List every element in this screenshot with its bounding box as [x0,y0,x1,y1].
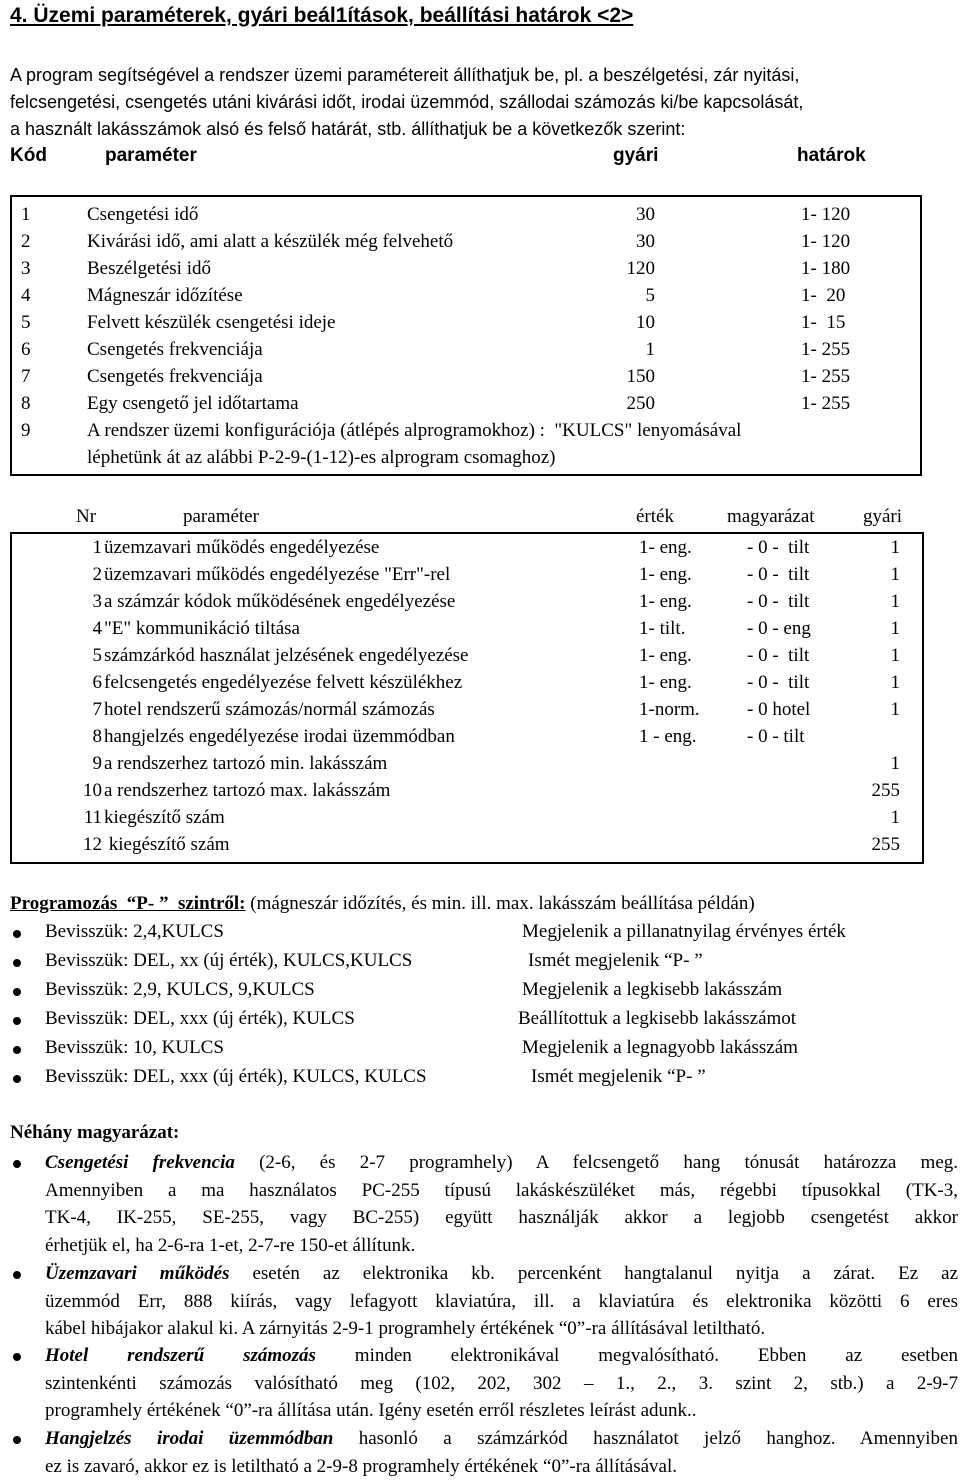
explanation-item [45,1149,958,1259]
text-line: üzemmód Err, 888 kiírás, vagy lefagyott klaviatúra, ill. a klaviatúra és elektronika közötti 6 eres [45,1288,958,1316]
row-limits: 1- 255 [801,366,850,388]
term: Üzemzavari működés [45,1263,229,1284]
table-row [12,258,920,285]
text-line: esetén az elektronika kb. percenként hangtalanul nyitja a zárat. Ez az [229,1263,958,1284]
step-result: Ismét megjelenik “P- ” [531,1066,706,1088]
table-row [12,699,922,726]
list-item [0,950,960,979]
bullet-icon [10,982,24,996]
table-row [12,564,922,591]
page-title: 4. Üzemi paraméterek, gyári beál1ítások, beállítási határok <2> [10,4,633,28]
row-default: 10 [636,312,655,334]
row-default: 1 [891,645,901,667]
intro-line: a használt lakásszámok alsó és felső határát, stb. állíthatjuk be a következők szerint: [10,116,958,143]
text-line: szintenkénti számozás valósítható meg (102, 202, 302 – 1., 2., 3. szint 2, stb.) a 2-9-7 [45,1370,958,1398]
term: Hangjelzés irodai üzemmódban [45,1428,333,1449]
row-default: 150 [627,366,656,388]
text-line: minden elektronikával megvalósítható. Ebben az esetben [316,1345,958,1366]
step-input: Bevisszük: DEL, xx (új érték), KULCS,KULCS [45,950,412,972]
row-number: 10 [83,780,102,802]
row-default: 1 [891,753,901,775]
row-parameter: Beszélgetési idő [87,258,211,280]
row-number: 5 [93,645,103,667]
step-input: Bevisszük: 10, KULCS [45,1037,224,1059]
table-row [12,204,920,231]
table-row [12,285,920,312]
table-row [12,591,922,618]
row-value: 1-norm. [639,699,700,721]
explanation-item [45,1425,958,1480]
row-parameter: Felvett készülék csengetési ideje [87,312,336,334]
bullet-icon [10,953,24,967]
list-item [0,979,960,1008]
row-value: 1- eng. [639,591,692,613]
row-limits: 1- 120 [801,231,850,253]
row-parameter: "E" kommunikáció tiltása [104,618,300,640]
row-parameter: Csengetés frekvenciája [87,339,263,361]
row-limits: 1- 120 [801,204,850,226]
table-row [12,420,920,447]
row-code: 2 [21,231,31,253]
table-row [12,339,920,366]
explanation-item [45,1342,958,1425]
row-parameter: Egy csengető jel időtartama [87,393,299,415]
parameter-table [10,195,922,476]
bullet-icon [10,1069,24,1083]
step-result: Megjelenik a legkisebb lakásszám [522,979,782,1001]
row-limits: 1- 20 [801,285,845,307]
subprogram-table [10,532,924,864]
text-line: érhetjük el, ha 2-6-ra 1-et, 2-7-re 150-et állítunk. [45,1232,958,1260]
row-limits: 1- 180 [801,258,850,280]
row-number: 1 [93,537,103,559]
row-default: 1 [891,591,901,613]
row-parameter: a számzár kódok működésének engedélyezése [104,591,455,613]
row-explanation: - 0 - tilt [747,591,809,613]
row-number: 6 [93,672,103,694]
table-row [12,780,922,807]
intro-line: A program segítségével a rendszer üzemi paramétereit állíthatjuk be, pl. a beszélgetési, zár nyitási, [10,62,958,89]
row-code: 4 [21,285,31,307]
row-parameter: a rendszerhez tartozó min. lakásszám [104,753,387,775]
bullet-icon [10,1430,24,1444]
table-row [12,231,920,258]
table-row [12,645,922,672]
row-default: 1 [891,564,901,586]
table-row [12,753,922,780]
row-number: 3 [93,591,103,613]
bullet-icon [10,1347,24,1361]
row-default: 1 [646,339,656,361]
table2-header-magyarazat: magyarázat [727,506,815,528]
row-number: 4 [93,618,103,640]
row-value: 1 - eng. [639,726,697,748]
row-number: 11 [84,807,102,829]
row-default: 255 [872,834,901,856]
text-line: programhely értékének “0”-ra állítása után. Igény esetén erről részletes leírást adunk.. [45,1397,958,1425]
text-line: kábel hibájakor alakul ki. A zárnyitás 2-9-1 programhely értékének “0”-ra állításával letiltható. [45,1315,958,1343]
row-number: 2 [93,564,103,586]
row-explanation: - 0 - tilt [747,672,809,694]
row-parameter: hotel rendszerű számozás/normál számozás [104,699,435,721]
explanation-item [45,1260,958,1343]
table1-header-kod: Kód [10,145,47,167]
text-line: ez is zavaró, akkor ez is letiltható a 2-9-8 programhely értékének “0”-ra állításával. [45,1453,958,1480]
term: Csengetési frekvencia [45,1152,235,1173]
list-item [0,921,960,950]
row-code: 9 [21,420,31,442]
row-explanation: - 0 - eng [747,618,811,640]
row-value: 1- eng. [639,645,692,667]
row-code: 8 [21,393,31,415]
table2-header-parameter: paraméter [183,506,259,528]
step-result: Megjelenik a legnagyobb lakásszám [522,1037,798,1059]
row-number: 8 [93,726,103,748]
row-number: 12 [83,834,102,856]
row-parameter: a rendszerhez tartozó max. lakásszám [104,780,390,802]
row-value: 1- eng. [639,672,692,694]
intro-line: felcsengetési, csengetés utáni kivárási időt, irodai üzemmód, szállodai számozás ki/be kapcsolását, [10,89,958,116]
row-default: 1 [891,699,901,721]
list-item [0,1008,960,1037]
bullet-icon [10,924,24,938]
table-row [12,618,922,645]
programming-heading-rest: (mágneszár időzítés, és min. ill. max. lakásszám beállítása példán) [246,893,755,914]
text-line: TK-4, IK-255, SE-255, vagy BC-255) együtt használják akkor a legjobb csengetést akkor [45,1204,958,1232]
programming-heading-bold: Programozás “P- ” szintről: [10,893,246,914]
step-result: Beállítottuk a legkisebb lakásszámot [518,1008,796,1030]
explanations-heading: Néhány magyarázat: [10,1122,179,1144]
row-value: 1- eng. [639,537,692,559]
step-input: Bevisszük: DEL, xxx (új érték), KULCS, KULCS [45,1066,427,1088]
text-line: Amennyiben a ma használatos PC-255 típusú lakáskészüléket más, régebbi típusokkal (TK-3, [45,1177,958,1205]
list-item [0,1066,960,1095]
step-result: Megjelenik a pillanatnyilag érvényes érték [522,921,846,943]
row-parameter: Csengetés frekvenciája [87,366,263,388]
row-explanation: - 0 - tilt [747,564,809,586]
row-default: 120 [627,258,656,280]
list-item [0,1037,960,1066]
table2-header-nr: Nr [76,506,96,528]
row-number: 9 [93,753,103,775]
row-parameter: számzárkód használat jelzésének engedélyezése [104,645,469,667]
row-default: 255 [872,780,901,802]
row-parameter: Csengetési idő [87,204,198,226]
row-parameter: Mágneszár időzítése [87,285,243,307]
table2-header-gyari: gyári [863,506,902,528]
row-code: 3 [21,258,31,280]
table2-header-ertek: érték [636,506,674,528]
row-explanation: - 0 - tilt [747,726,805,748]
row-default: 1 [891,672,901,694]
row-value: 1- tilt. [639,618,685,640]
table-row [12,807,922,834]
row-limits: 1- 15 [801,312,845,334]
row-default: 5 [646,285,656,307]
row-default: 1 [891,537,901,559]
step-input: Bevisszük: 2,9, KULCS, 9,KULCS [45,979,315,1001]
row-default: 30 [636,231,655,253]
row-parameter: kiegészítő szám [104,807,225,829]
step-result: Ismét megjelenik “P- ” [528,950,703,972]
row-parameter-continued: léphetünk át az alábbi P-2-9-(1-12)-es alprogram csomaghoz) [87,447,556,469]
table-row [12,537,922,564]
row-number: 7 [93,699,103,721]
row-parameter: Kivárási idő, ami alatt a készülék még felvehető [87,231,453,253]
row-default: 1 [891,618,901,640]
row-limits: 1- 255 [801,393,850,415]
row-limits: 1- 255 [801,339,850,361]
row-default: 1 [891,807,901,829]
table1-header-parameter: paraméter [105,145,197,167]
table-row [12,672,922,699]
row-code: 5 [21,312,31,334]
row-parameter: üzemzavari működés engedélyezése "Err"-rel [104,564,450,586]
step-input: Bevisszük: 2,4,KULCS [45,921,224,943]
row-default: 250 [627,393,656,415]
row-parameter: felcsengetés engedélyezése felvett készülékhez [104,672,462,694]
bullet-icon [10,1011,24,1025]
table-row-continuation [12,447,920,474]
row-value: 1- eng. [639,564,692,586]
row-code: 1 [21,204,31,226]
row-code: 7 [21,366,31,388]
bullet-icon [10,1040,24,1054]
table-row [12,312,920,339]
term: Hotel rendszerű számozás [45,1345,316,1366]
step-input: Bevisszük: DEL, xxx (új érték), KULCS [45,1008,355,1030]
row-default: 30 [636,204,655,226]
bullet-icon [10,1154,24,1168]
row-explanation: - 0 hotel [747,699,810,721]
table-row [12,834,922,861]
row-parameter: kiegészítő szám [104,834,230,856]
programming-heading [10,893,755,915]
row-parameter: üzemzavari működés engedélyezése [104,537,379,559]
row-code: 6 [21,339,31,361]
row-parameter: A rendszer üzemi konfigurációja (átlépés alprogramokhoz) : "KULCS" lenyomásával [87,420,741,442]
row-explanation: - 0 - tilt [747,537,809,559]
intro-paragraph [10,62,958,143]
table1-header-hatarok: határok [797,145,866,167]
row-parameter: hangjelzés engedélyezése irodai üzemmódban [104,726,455,748]
table1-header-gyari: gyári [613,145,658,167]
row-explanation: - 0 - tilt [747,645,809,667]
text-line: (2-6, és 2-7 programhely) A felcsengető hang tónusát határozza meg. [235,1152,958,1173]
table-row [12,366,920,393]
table-row [12,726,922,753]
text-line: hasonló a számzárkód használatot jelző hanghoz. Amennyiben [333,1428,958,1449]
bullet-icon [10,1265,24,1279]
table-row [12,393,920,420]
